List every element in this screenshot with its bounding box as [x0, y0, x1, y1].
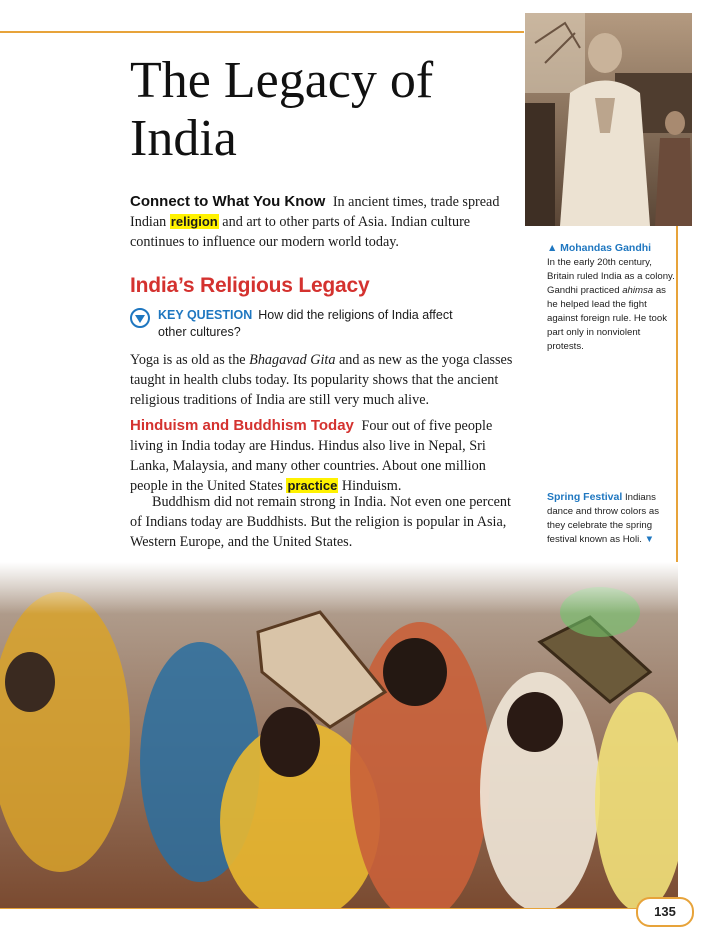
subhead-hinduism-buddhism: Hinduism and Buddhism Today: [130, 417, 354, 434]
gandhi-caption-text-b: as he helped lead the fight against foreign rule. He took part only in nonviolent protests.: [547, 285, 667, 352]
gandhi-caption: [547, 241, 675, 354]
p2-text-a: Four out of five people living in India today are Hindus. Hindus also live in Nepal, Sri Lanka, Malaysia, and many other countries. About one million people in the United States: [130, 418, 493, 494]
connect-lead: Connect to What You Know: [130, 193, 326, 210]
paragraph-hinduism: [130, 416, 515, 496]
gandhi-photo: [525, 13, 692, 226]
p1-text-b: and as new as the yoga classes taught in health clubs today. Its popularity shows that the ancient religious traditions of India are still very much alive.: [130, 352, 513, 408]
paragraph-yoga: [130, 350, 535, 410]
vocab-highlight-practice[interactable]: practice: [287, 478, 338, 493]
key-question-text-wrap: [158, 307, 470, 341]
connect-text-b: and art to other parts of Asia. Indian culture continues to influence our modern world today.: [130, 214, 471, 250]
p2-text-b: Hinduism.: [341, 478, 402, 494]
festival-caption: [547, 490, 675, 547]
down-triangle-circle-icon: [130, 308, 150, 328]
connect-text-a: In ancient times, trade spread Indian: [130, 194, 500, 230]
key-question: [130, 307, 470, 341]
paragraph-buddhism: Buddhism did not remain strong in India. Not even one percent of Indians today are Buddhists. But the religion is popular in Asia, Western Europe, and the United States.: [130, 494, 511, 550]
gandhi-caption-italic: ahimsa: [622, 285, 654, 296]
gandhi-caption-text-a: In the early 20th century, Britain ruled India as a colony. Gandhi practiced: [547, 257, 675, 296]
page-title: The Legacy of India: [130, 52, 434, 167]
festival-caption-text: Indians dance and throw colors as they celebrate the spring festival known as Holi.: [547, 492, 659, 545]
section-heading: India’s Religious Legacy: [130, 274, 370, 297]
key-question-label: KEY QUESTION: [158, 308, 253, 322]
gandhi-caption-arrow: ▲: [547, 242, 558, 254]
festival-caption-arrow: ▼: [644, 534, 655, 545]
gandhi-caption-title: Mohandas Gandhi: [560, 242, 652, 254]
top-accent-rule: [0, 31, 524, 33]
festival-caption-title: Spring Festival: [547, 491, 623, 503]
p1-text-a: Yoga is as old as the: [130, 352, 246, 368]
p1-italic-title: Bhagavad Gita: [249, 352, 336, 368]
vocab-highlight-religion[interactable]: religion: [170, 214, 218, 229]
connect-intro: [130, 192, 510, 252]
holi-festival-photo: [0, 562, 678, 908]
page-number: 135: [636, 897, 694, 927]
key-question-text: How did the religions of India affect other cultures?: [158, 308, 453, 339]
